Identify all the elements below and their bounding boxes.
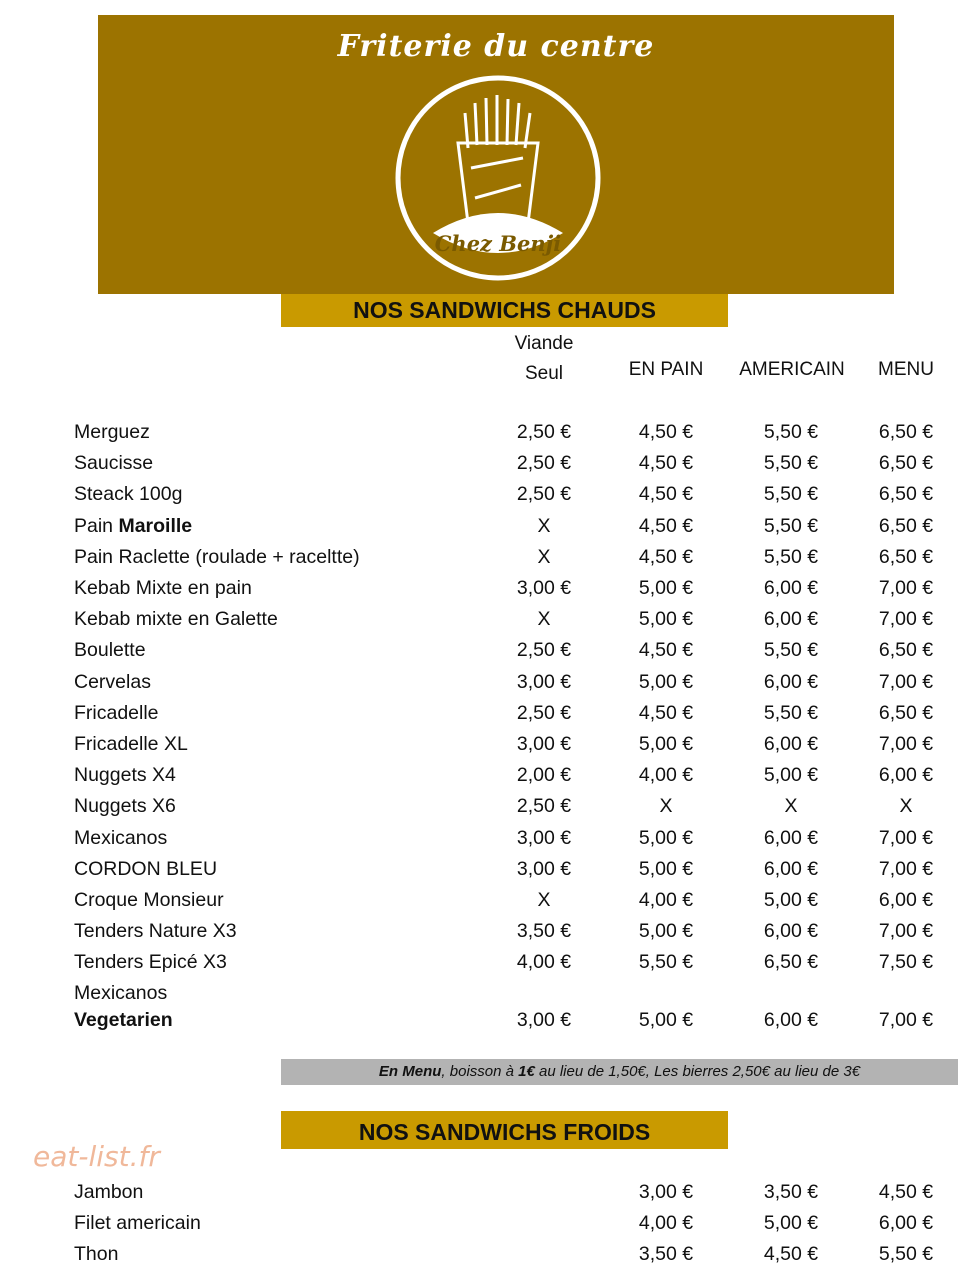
price-americain: 4,50 € [763, 1243, 819, 1265]
price-en-pain: 5,00 € [638, 826, 694, 849]
item-name: Tenders Epicé X3 [74, 951, 227, 974]
price-americain: 6,00 € [763, 857, 819, 880]
item-name: Nuggets X4 [74, 764, 176, 787]
price-menu: 6,00 € [878, 764, 934, 787]
note-price: 1€ [518, 1063, 535, 1080]
menu-row [74, 858, 954, 888]
item-name: Tenders Nature X3 [74, 920, 237, 943]
price-americain: 5,50 € [763, 545, 819, 568]
note-text-rest: au lieu de 1,50€, Les bierres 2,50€ au lieu de 3€ [534, 1063, 861, 1080]
menu-row [74, 1181, 954, 1211]
price-en-pain: 4,00 € [638, 889, 694, 911]
price-americain: 5,00 € [763, 889, 819, 911]
price-en-pain: 5,00 € [638, 733, 694, 755]
price-en-pain: 5,00 € [638, 670, 694, 693]
price-en-pain: 4,50 € [638, 639, 694, 662]
price-en-pain: 4,50 € [638, 701, 694, 724]
item-name: Kebab Mixte en pain [74, 577, 252, 599]
col-head-viande-seul: Viande Seul [514, 333, 574, 384]
col-head-en-pain: EN PAIN [628, 359, 704, 380]
menu-row [74, 1243, 954, 1273]
price-menu: 7,00 € [878, 826, 934, 849]
item-name [74, 515, 192, 538]
item-name: Pain Raclette (roulade + raceltte) [74, 545, 360, 568]
item-name-prefix: Pain [74, 514, 119, 537]
item-name: Fricadelle [74, 701, 159, 724]
price-viande-seul: 3,00 € [516, 826, 572, 849]
item-name: Croque Monsieur [74, 889, 224, 911]
price-americain: 5,50 € [763, 452, 819, 475]
price-en-pain: 4,00 € [638, 764, 694, 787]
price-americain: 6,00 € [763, 920, 819, 943]
item-name: Saucisse [74, 452, 154, 475]
price-viande-seul: 2,50 € [516, 421, 572, 443]
price-viande-seul: X [537, 889, 551, 911]
item-name: Nuggets X6 [74, 795, 176, 818]
item-name: Filet americain [74, 1212, 201, 1234]
menu-row [74, 702, 954, 732]
price-en-pain: 5,00 € [638, 608, 694, 631]
price-menu: 7,00 € [878, 857, 934, 880]
menu-row [74, 452, 954, 482]
price-americain: 5,50 € [763, 639, 819, 662]
price-americain: 5,50 € [763, 483, 819, 506]
price-menu: 6,50 € [878, 701, 934, 724]
menu-row [74, 546, 954, 576]
price-viande-seul: X [537, 514, 551, 537]
price-menu: 6,50 € [878, 452, 934, 475]
price-menu: 7,00 € [878, 608, 934, 631]
price-americain: 6,00 € [763, 670, 819, 693]
item-name: Cervelas [74, 670, 151, 693]
price-americain: 3,50 € [763, 1181, 819, 1203]
price-viande-seul: 2,50 € [516, 701, 572, 724]
item-name: Merguez [74, 421, 150, 443]
price-menu: 6,50 € [878, 483, 934, 506]
price-americain: 6,00 € [763, 826, 819, 849]
cold-section-title: NOS SANDWICHS FROIDS [281, 1111, 728, 1149]
menu-row [74, 764, 954, 794]
menu-row [74, 608, 954, 638]
menu-row [74, 795, 954, 825]
note-text: , boisson à [441, 1063, 519, 1080]
price-viande-seul: 3,50 € [516, 920, 572, 943]
watermark: eat-list.fr [33, 1140, 160, 1173]
price-americain: 5,50 € [763, 421, 819, 443]
price-viande-seul: 3,00 € [516, 857, 572, 880]
price-en-pain: 4,50 € [638, 483, 694, 506]
price-en-pain: 5,00 € [638, 920, 694, 943]
price-viande-seul: 2,00 € [516, 764, 572, 787]
logo-text: Chez Benji [434, 231, 562, 256]
price-viande-seul: 2,50 € [516, 483, 572, 506]
price-viande-seul: X [537, 545, 551, 568]
price-menu: 6,00 € [878, 889, 934, 911]
price-americain: 6,00 € [763, 1009, 819, 1031]
price-americain: 5,50 € [763, 701, 819, 724]
price-americain: 6,00 € [763, 577, 819, 599]
price-menu: 6,00 € [878, 1212, 934, 1234]
item-name: CORDON BLEU [74, 857, 218, 880]
item-name: Mexicanos [74, 982, 168, 1004]
shop-name: Friterie du centre [337, 29, 655, 64]
note-emphasis: En Menu [378, 1063, 442, 1080]
price-americain: X [784, 795, 798, 818]
price-en-pain: 5,50 € [638, 951, 694, 974]
menu-row [74, 920, 954, 950]
price-americain: 5,00 € [763, 764, 819, 787]
price-americain: 6,00 € [763, 608, 819, 631]
menu-row [74, 421, 954, 451]
price-menu: 7,00 € [878, 733, 934, 755]
menu-row [74, 639, 954, 669]
price-viande-seul: 2,50 € [516, 452, 572, 475]
price-americain: 6,50 € [763, 951, 819, 974]
price-viande-seul: 3,00 € [516, 733, 572, 755]
price-viande-seul: 2,50 € [516, 795, 572, 818]
menu-row [74, 515, 954, 545]
price-viande-seul: 3,00 € [516, 670, 572, 693]
price-menu: 4,50 € [878, 1181, 934, 1203]
menu-row [74, 577, 954, 607]
item-name: Fricadelle XL [74, 733, 188, 755]
price-americain: 5,00 € [763, 1212, 819, 1234]
price-viande-seul: 4,00 € [516, 951, 572, 974]
menu-row [74, 951, 954, 981]
menu-row [74, 671, 954, 701]
price-en-pain: 5,00 € [638, 857, 694, 880]
item-name: Thon [74, 1243, 119, 1265]
price-en-pain: 5,00 € [638, 577, 694, 599]
price-americain: 6,00 € [763, 733, 819, 755]
price-en-pain: 4,50 € [638, 545, 694, 568]
price-menu: 7,00 € [878, 1009, 934, 1031]
menu-note [281, 1059, 958, 1085]
col-head-americain: AMERICAIN [739, 359, 845, 380]
price-viande-seul: 3,00 € [516, 577, 572, 599]
price-en-pain: 3,50 € [638, 1243, 694, 1265]
item-name: Kebab mixte en Galette [74, 608, 278, 631]
col-head-menu: MENU [878, 359, 934, 380]
price-en-pain: 4,00 € [638, 1212, 694, 1234]
menu-row-veg [74, 1009, 954, 1039]
price-menu: 6,50 € [878, 421, 934, 443]
header-banner [98, 15, 894, 294]
price-menu: 7,50 € [878, 951, 934, 974]
menu-row [74, 733, 954, 763]
price-menu: 7,00 € [878, 670, 934, 693]
price-viande-seul: 2,50 € [516, 639, 572, 662]
fries-logo-icon [393, 73, 603, 283]
item-name-bold: Maroille [118, 514, 193, 537]
price-en-pain: 4,50 € [638, 514, 694, 537]
menu-row-veg-line1 [74, 982, 954, 1012]
price-en-pain: 3,00 € [638, 1181, 694, 1203]
price-en-pain: 4,50 € [638, 452, 694, 475]
menu-row [74, 483, 954, 513]
item-name: Jambon [74, 1181, 144, 1203]
price-en-pain: 5,00 € [638, 1009, 694, 1031]
price-en-pain: 4,50 € [638, 421, 694, 443]
price-menu: 6,50 € [878, 639, 934, 662]
item-name: Boulette [74, 639, 146, 662]
item-name: Mexicanos [74, 826, 168, 849]
price-menu: 7,00 € [878, 920, 934, 943]
price-menu: 6,50 € [878, 545, 934, 568]
price-menu: 5,50 € [878, 1243, 934, 1265]
menu-row [74, 1212, 954, 1242]
item-name: Vegetarien [74, 1009, 173, 1031]
price-viande-seul: X [537, 608, 551, 631]
hot-section-title: NOS SANDWICHS CHAUDS [281, 294, 728, 327]
item-name: Steack 100g [74, 483, 183, 506]
price-viande-seul: 3,00 € [516, 1009, 572, 1031]
price-en-pain: X [659, 795, 673, 818]
price-menu: 6,50 € [878, 514, 934, 537]
price-menu: X [899, 795, 913, 818]
price-menu: 7,00 € [878, 577, 934, 599]
menu-row [74, 889, 954, 919]
price-americain: 5,50 € [763, 514, 819, 537]
menu-row [74, 827, 954, 857]
